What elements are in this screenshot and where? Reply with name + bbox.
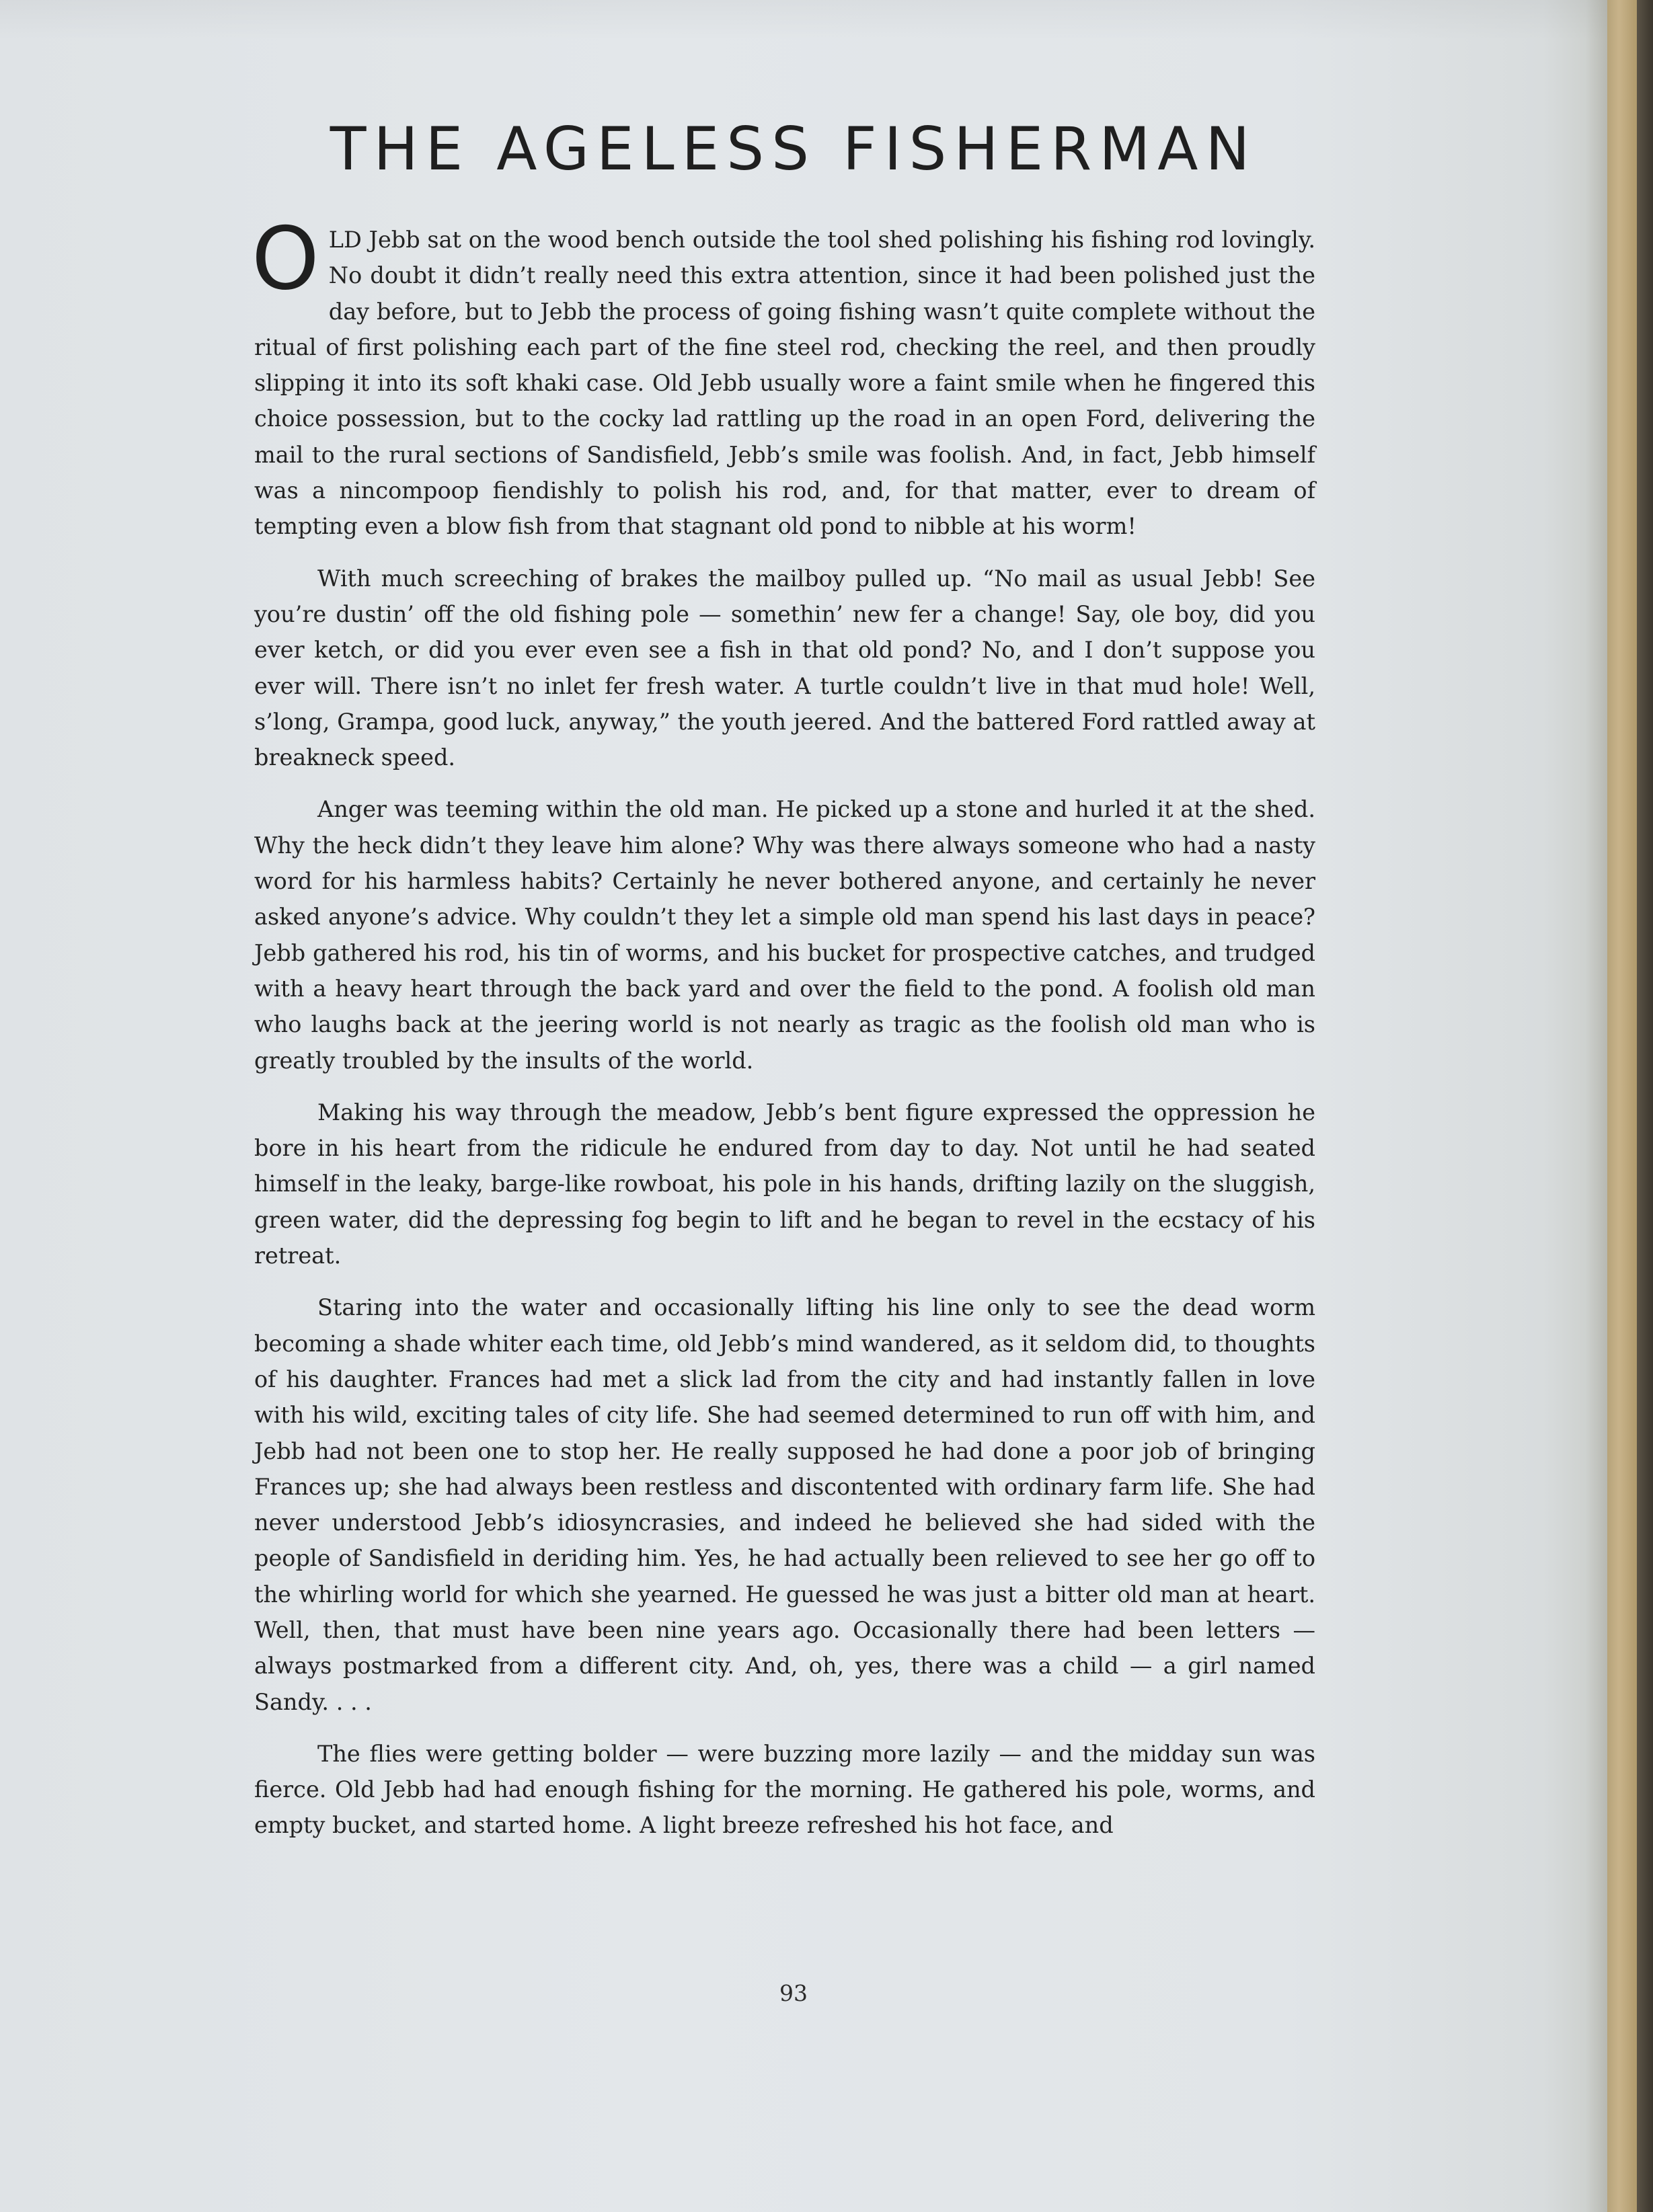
- page-top-shadow: [0, 0, 1607, 40]
- paragraph-4: Making his way through the meadow, Jebb’s bent figure expressed the oppression he bore in his heart from the ridicule he endured from day to day. Not until he had seated himself in the leaky, barge-like rowboat, his pole in his hands, drifting lazily on the sluggish, green water, did the depressing fog begin to lift and he began to revel in the ecstacy of his retreat.: [254, 1099, 1315, 1269]
- paragraph-5: Staring into the water and occasionally lifting his line only to see the dead worm becoming a shade whiter each time, old Jebb’s mind wandered, as it seldom did, to thoughts of his daughter. Frances had met a slick lad from the city and had instantly fallen in love with his wild, exciting tales of city life. She had seemed determined to run off with him, and Jebb had not been one to stop her. He really supposed he had done a poor job of bringing Frances up; she had always been restless and discontented with ordinary farm life. She had never understood Jebb’s idiosyncrasies, and indeed he believed she had sided with the people of Sandisfield in deriding him. Yes, he had actually been relieved to see her go off to the whirling world for which she yearned. He guessed he was just a bitter old man at heart. Well, then, that must have been nine years ago. Occasionally there had been letters — always postmarked from a different city. And, oh, yes, there was a child — a girl named Sandy. . . .: [254, 1294, 1315, 1715]
- paragraph-1: [252, 209, 1315, 545]
- story-title: THE AGELESS FISHERMAN: [330, 114, 1258, 184]
- book-cover-edge: [1607, 0, 1637, 2212]
- paragraph-6: The flies were getting bolder — were buzzing more lazily — and the midday sun was fierce. Old Jebb had had enough fishing for the morning. He gathered his pole, worms, and empty bucket, and started home. A light breeze refreshed his hot face, and: [254, 1740, 1315, 1839]
- page-edge-shadow: [1586, 0, 1607, 2212]
- story-body: [252, 209, 1315, 1860]
- paragraph-3: Anger was teeming within the old man. He picked up a stone and hurled it at the shed. Why the heck didn’t they leave him alone? Why was there always someone who had a nasty word for his harmless habits? Certainly he never bothered anyone, and certainly he never asked anyone’s advice. Why couldn’t they let a simple old man spend his last days in peace? Jebb gathered his rod, his tin of worms, and his bucket for prospective catches, and trudged with a heavy heart through the back yard and over the field to the pond. A foolish old man who laughs back at the jeering world is not nearly as tragic as the foolish old man who is greatly troubled by the insults of the world.: [254, 796, 1315, 1074]
- book-binding-shadow: [1637, 0, 1653, 2212]
- paragraph-1-text: LD Jebb sat on the wood bench outside the tool shed polishing his fishing rod lovingly. No doubt it didn’t really need this extra attention, since it had been polished just the day before, but to Jebb the process of going fishing wasn’t quite complete without the ritual of first polishing each part of the fine steel rod, checking the reel, and then proudly slipping it into its soft khaki case. Old Jebb usually wore a faint smile when he fingered this choice possession, but to the cocky lad rattling up the road in an open Ford, delivering the mail to the rural sections of Sandisfield, Jebb’s smile was foolish. And, in fact, Jebb himself was a nincompoop fiendishly to polish his rod, and, for that matter, ever to dream of tempting even a blow fish from that stagnant old pond to nibble at his worm!: [254, 227, 1315, 540]
- drop-cap: O: [252, 209, 319, 309]
- page-number: 93: [779, 1980, 808, 2006]
- paragraph-2: With much screeching of brakes the mailboy pulled up. “No mail as usual Jebb! See you’re dustin’ off the old fishing pole — somethin’ new fer a change! Say, ole boy, did you ever ketch, or did you ever even see a fish in that old pond? No, and I don’t suppose you ever will. There isn’t no inlet fer fresh water. A turtle couldn’t live in that mud hole! Well, s’long, Grampa, good luck, anyway,” the youth jeered. And the battered Ford rattled away at breakneck speed.: [254, 565, 1315, 771]
